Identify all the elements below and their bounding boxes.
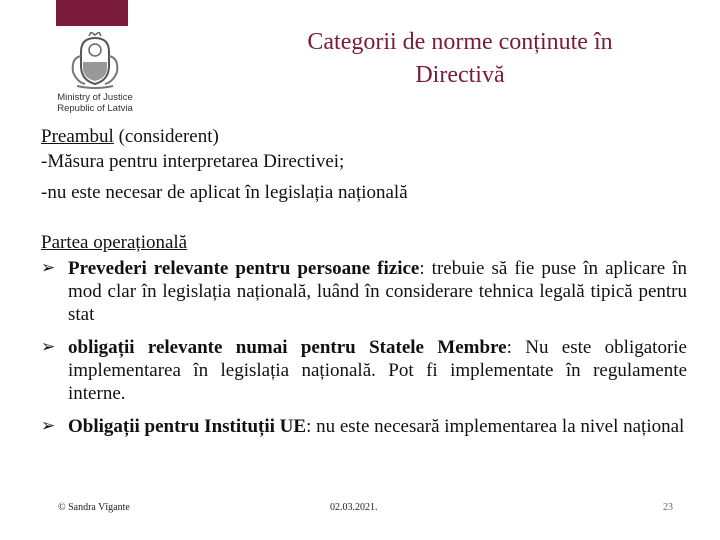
top-accent-bar (56, 0, 128, 26)
bullet-bold-text: Prevederi relevante pentru persoane fizice (68, 258, 420, 279)
slide-title (240, 26, 680, 92)
coat-of-arms-icon (67, 32, 123, 90)
bullet-bold-text: Obligații pentru Instituții UE (68, 416, 307, 437)
operational-heading: Partea operațională (41, 232, 188, 253)
preamble-line-1: -Măsura pentru interpretarea Directivei; (41, 151, 345, 172)
bullet-bold-text: obligații relevante numai pentru Statele Membre (68, 337, 507, 358)
footer-copyright: © Sandra Vīgante (58, 502, 130, 513)
slide-body (41, 124, 687, 448)
slide-title-line2: Directivă (415, 62, 505, 88)
ministry-logo (50, 32, 140, 117)
arrow-bullet-icon: ➢ (41, 337, 56, 357)
bullet-text: : trebuie să fie puse în aplicare în mod clar în legislația națională, luând în considerare tehnica legală tipică pentru stat (68, 258, 687, 325)
bullet-text: : Nu este obligatorie implementarea în legislația națională. Pot fi implementate în regulamente interne. (68, 337, 687, 404)
preamble-heading: Preambul (41, 126, 114, 147)
logo-text-line1: Ministry of Justice (57, 92, 133, 103)
slide-title-line1: Categorii de norme conținute în (307, 29, 613, 55)
list-item (41, 257, 687, 326)
preamble-line-2: -nu este necesar de aplicat în legislația națională (41, 182, 408, 203)
preamble-heading-suffix: (considerent) (113, 126, 219, 147)
footer-date: 02.03.2021. (330, 502, 378, 513)
list-item (41, 415, 687, 438)
operational-list (41, 257, 687, 438)
arrow-bullet-icon: ➢ (41, 416, 56, 436)
arrow-bullet-icon: ➢ (41, 258, 56, 278)
page-number: 23 (663, 502, 673, 513)
preamble-heading-line (41, 124, 687, 149)
logo-text-line2: Republic of Latvia (57, 103, 133, 114)
list-item (41, 336, 687, 405)
bullet-text: : nu este necesară implementarea la nivel național (306, 416, 685, 437)
